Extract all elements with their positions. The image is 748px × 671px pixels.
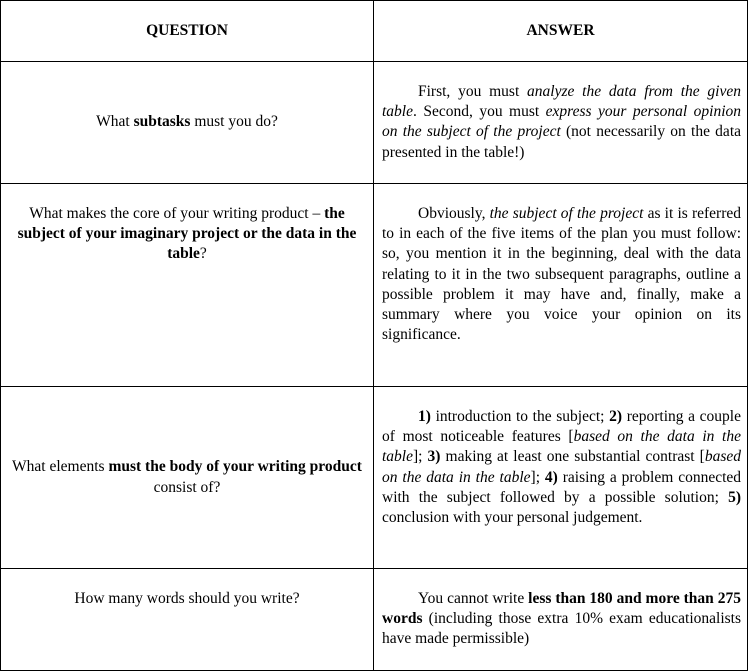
question-header: QUESTION: [1, 1, 374, 62]
table-row: [1, 62, 748, 184]
answer-cell: You cannot write less than 180 and more than 275 words (including those extra 10% exam educationalists have made permissible): [374, 569, 748, 671]
table-row: [1, 184, 748, 387]
table-row: [1, 387, 748, 569]
question-cell: What subtasks must you do?: [1, 62, 374, 184]
answer-cell: Obviously, the subject of the project as it is referred to in each of the five items of the plan you must follow: so, you mention it in the beginning, deal with the data relating to it in the two subsequent paragraphs, outline a possible problem it may have and, finally, make a summary where you voice your opinion on its significance.: [374, 184, 748, 387]
question-cell: What elements must the body of your writing product consist of?: [1, 387, 374, 569]
answer-cell: First, you must analyze the data from the given table. Second, you must express your personal opinion on the subject of the project (not necessarily on the data presented in the table!): [374, 62, 748, 184]
question-cell: How many words should you write?: [1, 569, 374, 671]
answer-cell: 1) introduction to the subject; 2) reporting a couple of most noticeable features [based on the data in the table]; 3) making at least one substantial contrast [based on the data in the table]; 4) raising a problem connected with the subject followed by a possible solution; 5) conclusion with your personal judgement.: [374, 387, 748, 569]
header-row: [1, 1, 748, 62]
answer-header: ANSWER: [374, 1, 748, 62]
question-cell: What makes the core of your writing product – the subject of your imaginary project or the data in the table?: [1, 184, 374, 387]
table-row: [1, 569, 748, 671]
